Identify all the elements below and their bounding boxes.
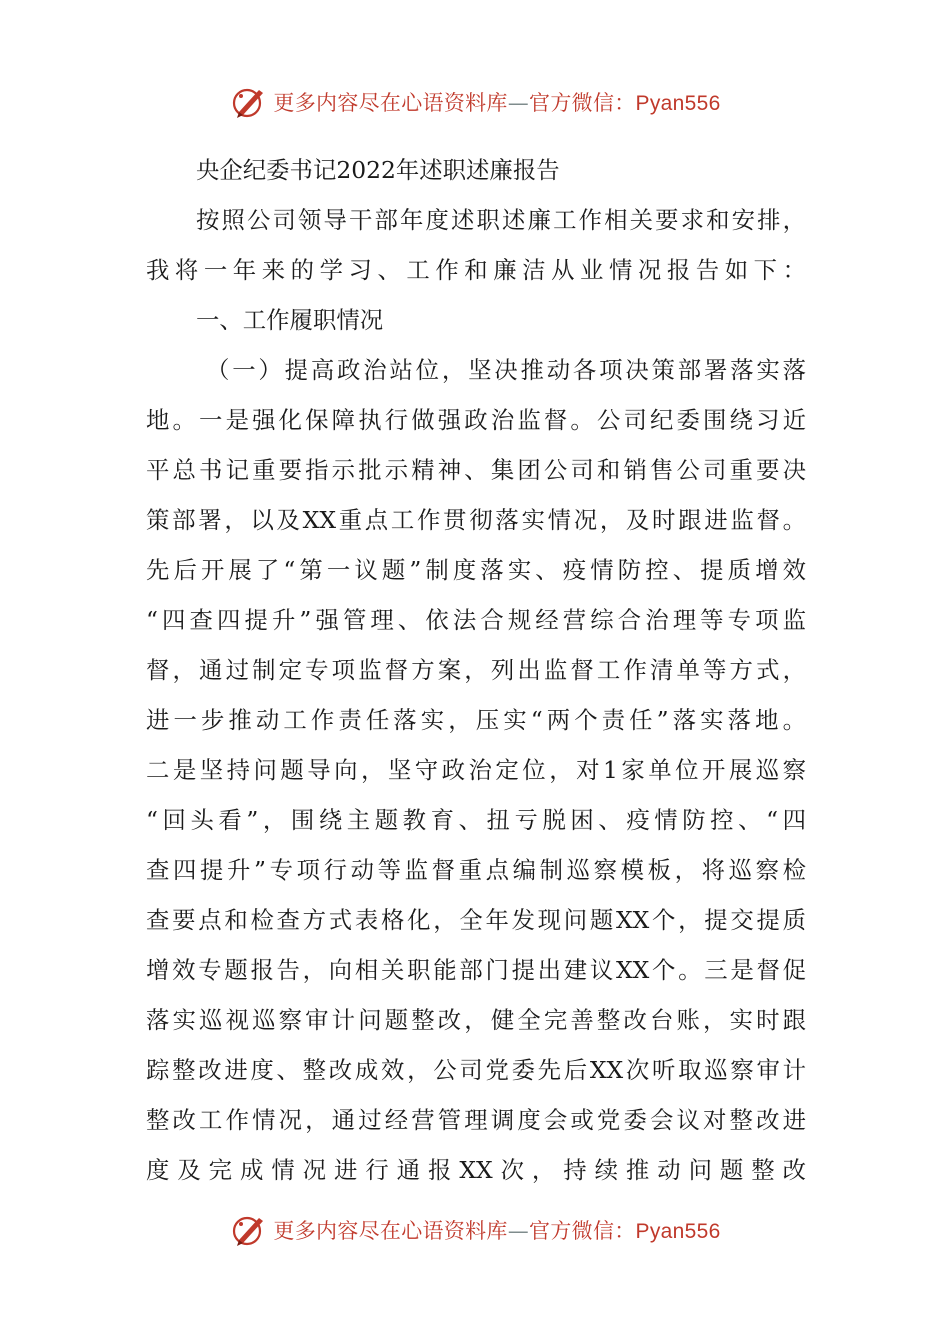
banner-separator: —: [507, 1219, 530, 1243]
paragraph-line: 平总书记重要指示批示精神、集团公司和销售公司重要决: [146, 456, 806, 484]
paragraph-line: 策部署，以及XX重点工作贯彻落实情况，及时跟进监督。: [146, 506, 806, 534]
banner-main-text: 更多内容尽在心语资料库: [273, 1219, 508, 1243]
paragraph-line: “四查四提升”强管理、依法合规经营综合治理等专项监: [146, 606, 806, 634]
pen-in-circle-logo-icon: [229, 1210, 269, 1250]
paragraph-line: 先后开展了“第一议题”制度落实、疫情防控、提质增效: [146, 556, 806, 584]
paragraph-line: 二是坚持问题导向，坚守政治定位，对1家单位开展巡察: [146, 756, 806, 784]
paragraph-line: 度及完成情况进行通报XX次，持续推动问题整改: [146, 1156, 806, 1184]
paragraph-line: 查四提升”专项行动等监督重点编制巡察模板，将巡察检: [146, 856, 806, 884]
paragraph-line: 查要点和检查方式表格化，全年发现问题XX个，提交提质: [146, 906, 806, 934]
watermark-banner-bottom: [0, 1210, 950, 1250]
paragraph-line: 按照公司领导干部年度述职述廉工作相关要求和安排，: [196, 206, 806, 234]
paragraph-line: 我将一年来的学习、工作和廉洁从业情况报告如下：: [146, 256, 806, 284]
banner-separator: —: [507, 91, 530, 115]
paragraph-line: 整改工作情况，通过经营管理调度会或党委会议对整改进: [146, 1106, 806, 1134]
paragraph-line: 落实巡视巡察审计问题整改，健全完善整改台账，实时跟: [146, 1006, 806, 1034]
document-title: 央企纪委书记2022年述职述廉报告: [196, 156, 560, 184]
paragraph-line: 增效专题报告，向相关职能部门提出建议XX个。三是督促: [146, 956, 806, 984]
document-body: [146, 145, 806, 1195]
paragraph-line: 踪整改进度、整改成效，公司党委先后XX次听取巡察审计: [146, 1056, 806, 1084]
section-heading: 一、工作履职情况: [196, 306, 384, 334]
paragraph-line: （一）提高政治站位，坚决推动各项决策部署落实落: [206, 356, 806, 384]
paragraph-line: “回头看”，围绕主题教育、扭亏脱困、疫情防控、“四: [146, 806, 806, 834]
paragraph-line: 进一步推动工作责任落实，压实“两个责任”落实落地。: [146, 706, 806, 734]
banner-main-text: 更多内容尽在心语资料库: [273, 91, 508, 115]
paragraph-line: 地。一是强化保障执行做强政治监督。公司纪委围绕习近: [146, 406, 806, 434]
banner-account-text: 官方微信：Pyan556: [529, 1220, 721, 1243]
watermark-banner-top: [0, 82, 950, 122]
paragraph-line: 督，通过制定专项监督方案，列出监督工作清单等方式，: [146, 656, 806, 684]
banner-account-text: 官方微信：Pyan556: [529, 92, 721, 115]
pen-in-circle-logo-icon: [229, 82, 269, 122]
